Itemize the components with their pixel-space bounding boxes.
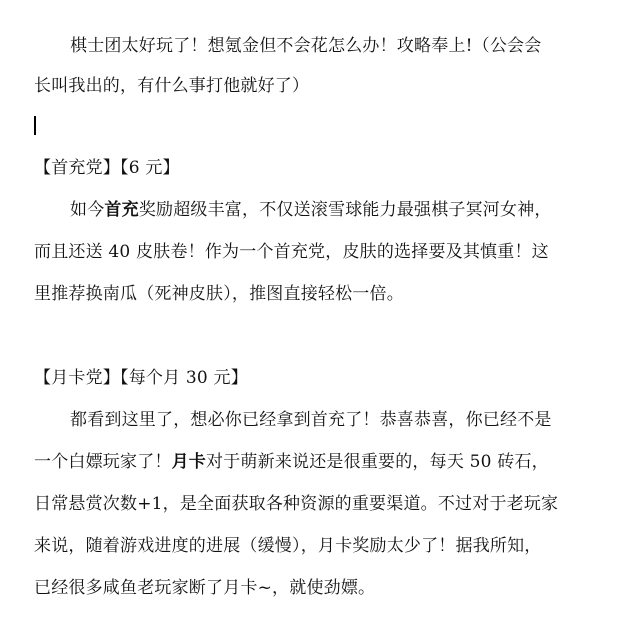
- section-heading-first-charge: [34, 158, 180, 178]
- section2-bold-monthly-card: 月卡: [171, 452, 207, 472]
- section1-bold-first-charge: 首充: [104, 200, 139, 220]
- intro-line-1: 棋士团太好玩了！想氪金但不会花怎么办！攻略奉上!（公会会: [70, 36, 542, 56]
- section1-line-2: 而且还送 40 皮肤卷！作为一个首充党，皮肤的选择要及其慎重！这: [34, 242, 549, 262]
- section2-line-5: 已经很多咸鱼老玩家断了月卡~，就使劲嫖。: [34, 578, 376, 598]
- section1-line-1-pre: 如今: [70, 200, 105, 220]
- heading-tag-first-charge: 【首充党】: [34, 158, 120, 178]
- section1-line-3: 里推荐换南瓜（死神皮肤），推图直接轻松一倍。: [34, 284, 404, 304]
- section2-line-2-pre: 一个白嫖玩家了！: [34, 452, 172, 472]
- section1-line-1-post: 奖励超级丰富，不仅送滚雪球能力最强棋子冥河女神，: [138, 200, 552, 220]
- section2-line-1: 都看到这里了，想必你已经拿到首充了！恭喜恭喜，你已经不是: [70, 410, 552, 430]
- heading-tag-monthly-card: 【月卡党】: [34, 368, 120, 388]
- section2-line-2-post: 对于萌新来说还是很重要的，每天 50 砖石，: [206, 452, 549, 472]
- heading-tag-monthly-price: 【每个月 30 元】: [120, 368, 248, 388]
- intro-line-2: 长叫我出的，有什么事打他就好了）: [34, 76, 310, 96]
- section1-line-1: [70, 200, 552, 220]
- section-heading-monthly-card: [34, 368, 248, 388]
- heading-tag-price: 【6 元】: [120, 158, 180, 178]
- section2-line-4: 来说，随着游戏进度的进展（缓慢），月卡奖励太少了！据我所知，: [34, 536, 542, 556]
- text-cursor: [34, 116, 36, 135]
- section2-line-3: 日常悬赏次数+1，是全面获取各种资源的重要渠道。不过对于老玩家: [34, 494, 559, 514]
- section2-line-2: [34, 452, 549, 472]
